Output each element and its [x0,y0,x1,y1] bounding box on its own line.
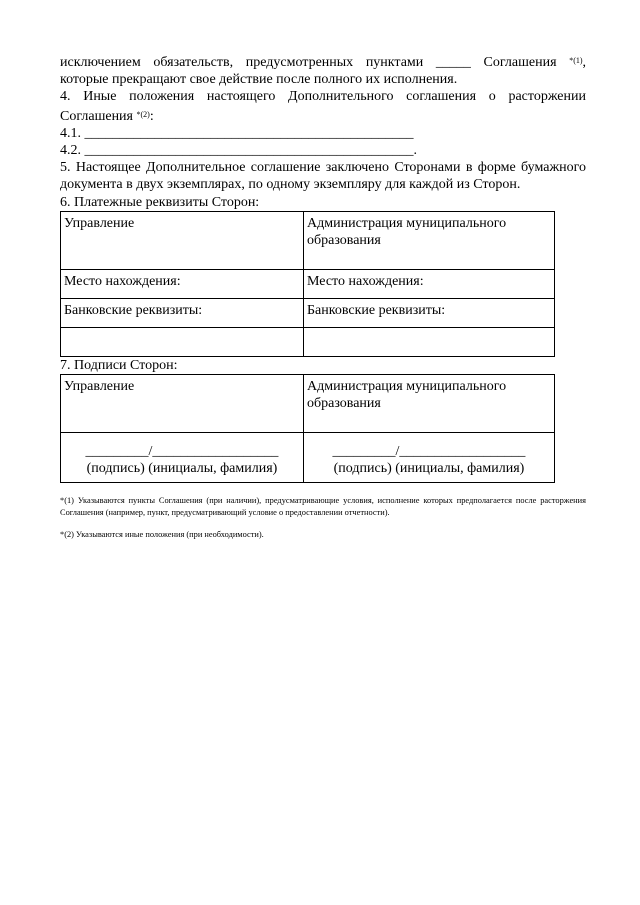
signature-line-2: _________/__________________ [332,444,526,460]
signatures-lines-row [61,433,555,483]
clause-4 [60,88,586,124]
empty-cell-2 [304,327,555,356]
obligations-comma: , [582,55,587,70]
footnote-1: *(1) Указываются пункты Соглашения (при наличии), предусматривающие условия, исполнение которых предполагается после расторжения Соглашения (например, пункт, предусматривающий условие о предоставлении отчетности). [60,496,586,518]
clause-4-2: 4.2. _______________________________________________. [60,143,417,159]
requisites-header-row [61,211,555,269]
bank-label-1: Банковские реквизиты: [61,298,304,327]
footnote-ref-1: *(1) [569,56,583,65]
requisites-bank-row [61,298,555,327]
obligations-continuation: которые прекращают свое действие после полного их исполнения. [60,72,458,88]
document-page [60,52,586,542]
signature-line-1: _________/__________________ [85,444,279,460]
empty-cell-1 [61,327,304,356]
signatures-table [60,374,555,483]
requisites-party-2: Администрация муниципального образования [304,211,555,269]
requisites-empty-row [61,327,555,356]
location-label-2: Место нахождения: [304,269,555,298]
signatures-header-row [61,375,555,433]
clause-6: 6. Платежные реквизиты Сторон: [60,194,260,210]
obligations-line [60,52,586,71]
spacer [60,483,586,495]
requisites-party-1: Управление [61,211,304,269]
footnote-spacer [60,519,586,529]
signature-party-1: Управление [61,375,304,433]
clause-4-1: 4.1. _______________________________________________ [60,125,414,141]
location-label-1: Место нахождения: [61,269,304,298]
requisites-table [60,211,555,357]
signature-party-2: Администрация муниципального образования [304,375,555,433]
clause-4-text: 4. Иные положения настоящего Дополнительного соглашения о расторжении Соглашения [60,89,586,124]
bank-label-2: Банковские реквизиты: [304,298,555,327]
clause-7: 7. Подписи Сторон: [60,357,178,373]
footnote-ref-2: *(2) [136,109,150,119]
signature-block-1 [61,433,304,483]
obligations-text: исключением обязательств, предусмотренных пунктами _____ Соглашения [60,55,557,70]
clause-5: 5. Настоящее Дополнительное соглашение заключено Сторонами в форме бумажного документа в двух экземплярах, по одному экземпляру для каждой из Сторон. [60,160,586,193]
signature-caption-2: (подпись) (инициалы, фамилия) [333,461,525,477]
clause-4-colon: : [149,108,154,124]
requisites-location-row [61,269,555,298]
signature-caption-1: (подпись) (инициалы, фамилия) [86,461,278,477]
footnote-2: *(2) Указываются иные положения (при необходимости). [60,530,264,540]
signature-block-2 [304,433,555,483]
